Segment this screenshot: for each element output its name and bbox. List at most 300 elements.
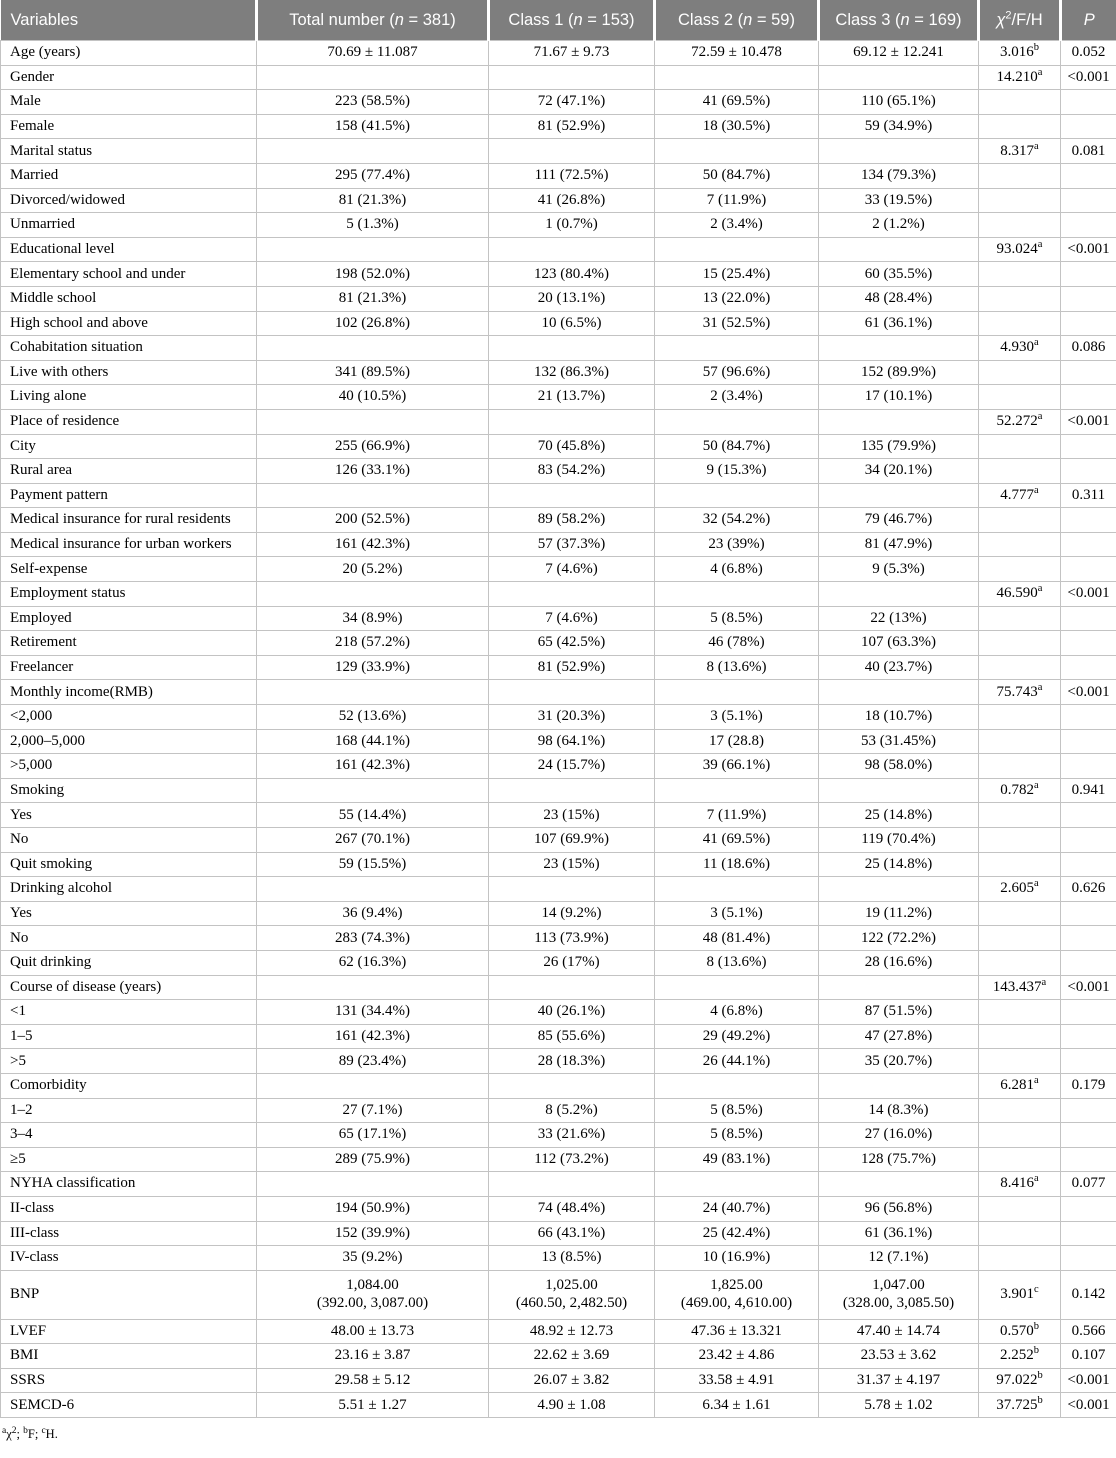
cell-statistic (979, 1024, 1061, 1049)
cell-total: 255 (66.9%) (257, 434, 489, 459)
cell-total: 65 (17.1%) (257, 1123, 489, 1148)
cell-class1: 57 (37.3%) (489, 532, 655, 557)
cell-class1 (489, 877, 655, 902)
cell-statistic (979, 655, 1061, 680)
header-text-segment: Class 2 ( (678, 10, 744, 29)
cell-p-value: 0.086 (1061, 336, 1116, 361)
column-header-class1 (489, 0, 655, 41)
row-label: Elementary school and under (1, 262, 257, 287)
cell-total: 81 (21.3%) (257, 286, 489, 311)
table-row (1, 1246, 1116, 1271)
cell-statistic (979, 1196, 1061, 1221)
cell-total: 218 (57.2%) (257, 631, 489, 656)
cell-total: 158 (41.5%) (257, 114, 489, 139)
cell-total: 36 (9.4%) (257, 901, 489, 926)
cell-total (257, 1270, 489, 1319)
cell-class1 (489, 1270, 655, 1319)
row-label: <1 (1, 1000, 257, 1025)
cell-class1: 20 (13.1%) (489, 286, 655, 311)
cell-class2: 50 (84.7%) (655, 434, 819, 459)
row-label: Rural area (1, 459, 257, 484)
table-row (1, 459, 1116, 484)
table-row (1, 778, 1116, 803)
row-label: NYHA classification (1, 1172, 257, 1197)
cell-class2: 5 (8.5%) (655, 1098, 819, 1123)
cell-p-value (1061, 828, 1116, 853)
header-text-segment: 2 (1005, 9, 1012, 21)
cell-statistic: 2.252$^b$ (979, 1344, 1061, 1369)
cell-total (257, 336, 489, 361)
cell-class2 (655, 1270, 819, 1319)
cell-class2: 41 (69.5%) (655, 828, 819, 853)
cell-total: 168 (44.1%) (257, 729, 489, 754)
cell-total: 194 (50.9%) (257, 1196, 489, 1221)
cell-class3: 35 (20.7%) (819, 1049, 979, 1074)
cell-class1: 26 (17%) (489, 950, 655, 975)
cell-class3 (819, 778, 979, 803)
table-body (1, 41, 1116, 1418)
table-row (1, 901, 1116, 926)
cell-total: 48.00 ± 13.73 (257, 1319, 489, 1344)
row-label: Course of disease (years) (1, 975, 257, 1000)
cell-p-value (1061, 1246, 1116, 1271)
cell-class2 (655, 409, 819, 434)
table-row (1, 1368, 1116, 1393)
cell-class1: 28 (18.3%) (489, 1049, 655, 1074)
cell-class3: 25 (14.8%) (819, 852, 979, 877)
cell-class2: 26 (44.1%) (655, 1049, 819, 1074)
cell-class3: 119 (70.4%) (819, 828, 979, 853)
cell-class2: 7 (11.9%) (655, 188, 819, 213)
table-row (1, 385, 1116, 410)
cell-p-value: 0.626 (1061, 877, 1116, 902)
cell-class1: 74 (48.4%) (489, 1196, 655, 1221)
cell-p-value: 0.052 (1061, 41, 1116, 66)
cell-statistic (979, 828, 1061, 853)
cell-class1: 89 (58.2%) (489, 508, 655, 533)
cell-line: 1,047.00 (872, 1277, 925, 1294)
cell-class1: 83 (54.2%) (489, 459, 655, 484)
cell-class2 (655, 975, 819, 1000)
cell-statistic (979, 385, 1061, 410)
cell-class2: 8 (13.6%) (655, 655, 819, 680)
cell-total: 81 (21.3%) (257, 188, 489, 213)
cell-class3 (819, 336, 979, 361)
cell-class2: 3 (5.1%) (655, 901, 819, 926)
cell-class1: 123 (80.4%) (489, 262, 655, 287)
cell-total: 161 (42.3%) (257, 532, 489, 557)
cell-class2: 32 (54.2%) (655, 508, 819, 533)
cell-p-value: <0.001 (1061, 975, 1116, 1000)
table-row (1, 41, 1116, 66)
table-row (1, 1000, 1116, 1025)
row-label: Yes (1, 901, 257, 926)
cell-p-value (1061, 213, 1116, 238)
cell-p-value (1061, 188, 1116, 213)
cell-class1: 24 (15.7%) (489, 754, 655, 779)
cell-p-value (1061, 729, 1116, 754)
row-label: Educational level (1, 237, 257, 262)
table-row (1, 286, 1116, 311)
cell-total (257, 237, 489, 262)
cell-class3: 18 (10.7%) (819, 705, 979, 730)
row-label: Place of residence (1, 409, 257, 434)
header-text-segment: /F/H (1011, 10, 1043, 29)
cell-class2: 46 (78%) (655, 631, 819, 656)
header-text-segment: P (1083, 10, 1095, 29)
cell-class3: 31.37 ± 4.197 (819, 1368, 979, 1393)
cell-line: (460.50, 2,482.50) (515, 1294, 628, 1311)
row-label: Yes (1, 803, 257, 828)
table-row (1, 65, 1116, 90)
cell-class2: 72.59 ± 10.478 (655, 41, 819, 66)
cell-statistic (979, 1098, 1061, 1123)
cell-class2 (655, 1073, 819, 1098)
cell-class2: 11 (18.6%) (655, 852, 819, 877)
cell-class3: 53 (31.45%) (819, 729, 979, 754)
cell-statistic (979, 852, 1061, 877)
cell-p-value (1061, 901, 1116, 926)
row-label: Divorced/widowed (1, 188, 257, 213)
cell-class1: 7 (4.6%) (489, 557, 655, 582)
cell-class2: 8 (13.6%) (655, 950, 819, 975)
cell-class3 (819, 237, 979, 262)
cell-class1: 31 (20.3%) (489, 705, 655, 730)
cell-class2 (655, 680, 819, 705)
cell-statistic: 143.437$^a$ (979, 975, 1061, 1000)
cell-p-value (1061, 631, 1116, 656)
header-text-segment: = 153) (582, 10, 635, 29)
cell-total: 55 (14.4%) (257, 803, 489, 828)
table-row (1, 729, 1116, 754)
cell-class2: 49 (83.1%) (655, 1147, 819, 1172)
cell-total: 59 (15.5%) (257, 852, 489, 877)
cell-statistic: 93.024$^a$ (979, 237, 1061, 262)
row-label: Quit smoking (1, 852, 257, 877)
cell-class3: 5.78 ± 1.02 (819, 1393, 979, 1418)
cell-class1 (489, 409, 655, 434)
cell-class3: 59 (34.9%) (819, 114, 979, 139)
header-text-segment: Class 3 ( (835, 10, 901, 29)
cell-class1: 70 (45.8%) (489, 434, 655, 459)
cell-statistic: 97.022$^b$ (979, 1368, 1061, 1393)
cell-class2: 5 (8.5%) (655, 606, 819, 631)
table-footnote: $^a\chi^2$; $^b$F; $^c$H. (2, 1425, 58, 1442)
cell-statistic (979, 532, 1061, 557)
cell-p-value (1061, 852, 1116, 877)
cell-statistic (979, 631, 1061, 656)
row-label: Male (1, 90, 257, 115)
cell-class1: 111 (72.5%) (489, 163, 655, 188)
cell-p-value (1061, 606, 1116, 631)
row-label: >5,000 (1, 754, 257, 779)
cell-total: 52 (13.6%) (257, 705, 489, 730)
cell-statistic (979, 729, 1061, 754)
cell-class2 (655, 139, 819, 164)
cell-total (257, 975, 489, 1000)
table-row (1, 1196, 1116, 1221)
cell-class2 (655, 778, 819, 803)
cell-total (257, 139, 489, 164)
cell-total: 295 (77.4%) (257, 163, 489, 188)
cell-statistic (979, 114, 1061, 139)
cell-total: 23.16 ± 3.87 (257, 1344, 489, 1369)
cell-class3: 81 (47.9%) (819, 532, 979, 557)
cell-p-value: 0.081 (1061, 139, 1116, 164)
row-label: III-class (1, 1221, 257, 1246)
cell-total: 283 (74.3%) (257, 926, 489, 951)
cell-p-value: 0.179 (1061, 1073, 1116, 1098)
cell-p-value: 0.566 (1061, 1319, 1116, 1344)
row-label: Medical insurance for rural residents (1, 508, 257, 533)
cell-class3: 87 (51.5%) (819, 1000, 979, 1025)
cell-p-value (1061, 557, 1116, 582)
table-row (1, 1049, 1116, 1074)
table-row (1, 311, 1116, 336)
row-label: Middle school (1, 286, 257, 311)
table-row (1, 680, 1116, 705)
cell-line: (392.00, 3,087.00) (316, 1294, 429, 1311)
cell-class1: 13 (8.5%) (489, 1246, 655, 1271)
column-header-class2 (655, 0, 819, 41)
cell-total: 129 (33.9%) (257, 655, 489, 680)
cell-class3: 40 (23.7%) (819, 655, 979, 680)
cell-p-value (1061, 1098, 1116, 1123)
cell-class1: 72 (47.1%) (489, 90, 655, 115)
header-text-segment: n (900, 10, 910, 29)
cell-total: 289 (75.9%) (257, 1147, 489, 1172)
cell-class2: 57 (96.6%) (655, 360, 819, 385)
cell-class3 (819, 1270, 979, 1319)
header-text-segment: = 381) (403, 10, 456, 29)
cell-class3 (819, 139, 979, 164)
cell-statistic (979, 705, 1061, 730)
cell-class3: 69.12 ± 12.241 (819, 41, 979, 66)
table-row (1, 1073, 1116, 1098)
cell-line: (469.00, 4,610.00) (680, 1294, 793, 1311)
row-label: Unmarried (1, 213, 257, 238)
cell-p-value (1061, 508, 1116, 533)
header-text-segment: = 169) (909, 10, 962, 29)
cell-class1: 81 (52.9%) (489, 655, 655, 680)
table-row (1, 877, 1116, 902)
row-label: Self-expense (1, 557, 257, 582)
cell-class1 (489, 975, 655, 1000)
row-label: Gender (1, 65, 257, 90)
cell-p-value: 0.142 (1061, 1270, 1116, 1319)
cell-class1: 81 (52.9%) (489, 114, 655, 139)
table-row (1, 409, 1116, 434)
cell-class2 (655, 336, 819, 361)
cell-class1: 132 (86.3%) (489, 360, 655, 385)
row-label: Freelancer (1, 655, 257, 680)
cell-class3: 135 (79.9%) (819, 434, 979, 459)
cell-class1 (489, 139, 655, 164)
cell-class3 (819, 680, 979, 705)
cell-class3: 22 (13%) (819, 606, 979, 631)
table-row (1, 213, 1116, 238)
cell-class1 (489, 582, 655, 607)
column-header-class3 (819, 0, 979, 41)
row-label: BMI (1, 1344, 257, 1369)
cell-class3 (819, 877, 979, 902)
cell-statistic (979, 1000, 1061, 1025)
cell-class3: 47.40 ± 14.74 (819, 1319, 979, 1344)
cell-class1 (489, 1172, 655, 1197)
cell-class1: 66 (43.1%) (489, 1221, 655, 1246)
cell-p-value (1061, 1024, 1116, 1049)
cell-statistic: 37.725$^b$ (979, 1393, 1061, 1418)
table-row (1, 483, 1116, 508)
cell-total: 34 (8.9%) (257, 606, 489, 631)
cell-p-value (1061, 655, 1116, 680)
row-label: >5 (1, 1049, 257, 1074)
cell-statistic: 8.416$^a$ (979, 1172, 1061, 1197)
cell-class1: 71.67 ± 9.73 (489, 41, 655, 66)
cell-class2: 23.42 ± 4.86 (655, 1344, 819, 1369)
column-header-total (257, 0, 489, 41)
cell-class2: 47.36 ± 13.321 (655, 1319, 819, 1344)
cell-class2: 4 (6.8%) (655, 557, 819, 582)
cell-statistic: 2.605$^a$ (979, 877, 1061, 902)
cell-class1: 22.62 ± 3.69 (489, 1344, 655, 1369)
cell-p-value (1061, 1123, 1116, 1148)
cell-statistic: 75.743$^a$ (979, 680, 1061, 705)
row-label: Retirement (1, 631, 257, 656)
cell-class1: 107 (69.9%) (489, 828, 655, 853)
row-label: Female (1, 114, 257, 139)
cell-class2: 29 (49.2%) (655, 1024, 819, 1049)
cell-class2: 24 (40.7%) (655, 1196, 819, 1221)
cell-total (257, 877, 489, 902)
cell-class2: 31 (52.5%) (655, 311, 819, 336)
cell-statistic (979, 1049, 1061, 1074)
cell-statistic (979, 926, 1061, 951)
cell-class2: 50 (84.7%) (655, 163, 819, 188)
cell-statistic (979, 803, 1061, 828)
cell-class2: 3 (5.1%) (655, 705, 819, 730)
cell-line: 1,084.00 (346, 1277, 399, 1294)
cell-total: 161 (42.3%) (257, 754, 489, 779)
cell-statistic (979, 213, 1061, 238)
row-label: LVEF (1, 1319, 257, 1344)
cell-p-value: 0.077 (1061, 1172, 1116, 1197)
cell-class2: 2 (3.4%) (655, 385, 819, 410)
cell-class1: 112 (73.2%) (489, 1147, 655, 1172)
table-row (1, 237, 1116, 262)
cell-class2 (655, 237, 819, 262)
cell-class1: 14 (9.2%) (489, 901, 655, 926)
cell-p-value (1061, 434, 1116, 459)
cell-statistic (979, 1123, 1061, 1148)
cell-class1: 41 (26.8%) (489, 188, 655, 213)
cell-p-value (1061, 385, 1116, 410)
cell-class1: 85 (55.6%) (489, 1024, 655, 1049)
cell-class1: 23 (15%) (489, 852, 655, 877)
cell-total: 70.69 ± 11.087 (257, 41, 489, 66)
row-label: 3–4 (1, 1123, 257, 1148)
row-label: No (1, 828, 257, 853)
cell-total: 20 (5.2%) (257, 557, 489, 582)
cell-class1: 40 (26.1%) (489, 1000, 655, 1025)
table-row (1, 926, 1116, 951)
cell-class1: 7 (4.6%) (489, 606, 655, 631)
cell-statistic: 4.777$^a$ (979, 483, 1061, 508)
cell-statistic (979, 1147, 1061, 1172)
row-label: Medical insurance for urban workers (1, 532, 257, 557)
table-row (1, 1270, 1116, 1319)
cell-statistic: 46.590$^a$ (979, 582, 1061, 607)
cell-class1: 98 (64.1%) (489, 729, 655, 754)
cell-class2: 9 (15.3%) (655, 459, 819, 484)
cell-total (257, 1172, 489, 1197)
cell-p-value: <0.001 (1061, 680, 1116, 705)
row-label: II-class (1, 1196, 257, 1221)
cell-class2 (655, 877, 819, 902)
table-row (1, 1123, 1116, 1148)
cell-total: 62 (16.3%) (257, 950, 489, 975)
cell-class1: 4.90 ± 1.08 (489, 1393, 655, 1418)
row-label: Marital status (1, 139, 257, 164)
table-row (1, 163, 1116, 188)
cell-class2 (655, 483, 819, 508)
cell-p-value (1061, 1147, 1116, 1172)
table-row (1, 139, 1116, 164)
table-row (1, 606, 1116, 631)
cell-p-value: 0.941 (1061, 778, 1116, 803)
row-label: Drinking alcohol (1, 877, 257, 902)
cell-p-value: <0.001 (1061, 582, 1116, 607)
column-header-stat (979, 0, 1061, 41)
column-header-label (1, 0, 257, 41)
cell-total: 27 (7.1%) (257, 1098, 489, 1123)
cell-class3: 60 (35.5%) (819, 262, 979, 287)
row-label: 1–5 (1, 1024, 257, 1049)
cell-statistic (979, 163, 1061, 188)
table-header (1, 0, 1116, 41)
cell-p-value (1061, 950, 1116, 975)
cell-class1 (489, 237, 655, 262)
row-label: Age (years) (1, 41, 257, 66)
cell-p-value (1061, 754, 1116, 779)
cell-statistic (979, 901, 1061, 926)
cell-class3 (819, 1172, 979, 1197)
cell-class2 (655, 1172, 819, 1197)
cell-total: 126 (33.1%) (257, 459, 489, 484)
cell-class3: 122 (72.2%) (819, 926, 979, 951)
cell-class1: 10 (6.5%) (489, 311, 655, 336)
table-row (1, 1098, 1116, 1123)
cell-class3 (819, 483, 979, 508)
cell-total (257, 582, 489, 607)
cell-class2: 18 (30.5%) (655, 114, 819, 139)
cell-p-value (1061, 262, 1116, 287)
row-label: SEMCD-6 (1, 1393, 257, 1418)
table-row (1, 1221, 1116, 1246)
cell-statistic (979, 188, 1061, 213)
table-row (1, 1319, 1116, 1344)
row-label: BNP (1, 1270, 257, 1319)
header-text-segment: Variables (10, 10, 79, 29)
cell-p-value (1061, 1221, 1116, 1246)
cell-class3 (819, 409, 979, 434)
header-text-segment: n (743, 10, 753, 29)
cell-total: 267 (70.1%) (257, 828, 489, 853)
row-label: <2,000 (1, 705, 257, 730)
cell-p-value: 0.311 (1061, 483, 1116, 508)
cell-class3: 47 (27.8%) (819, 1024, 979, 1049)
row-label: Married (1, 163, 257, 188)
